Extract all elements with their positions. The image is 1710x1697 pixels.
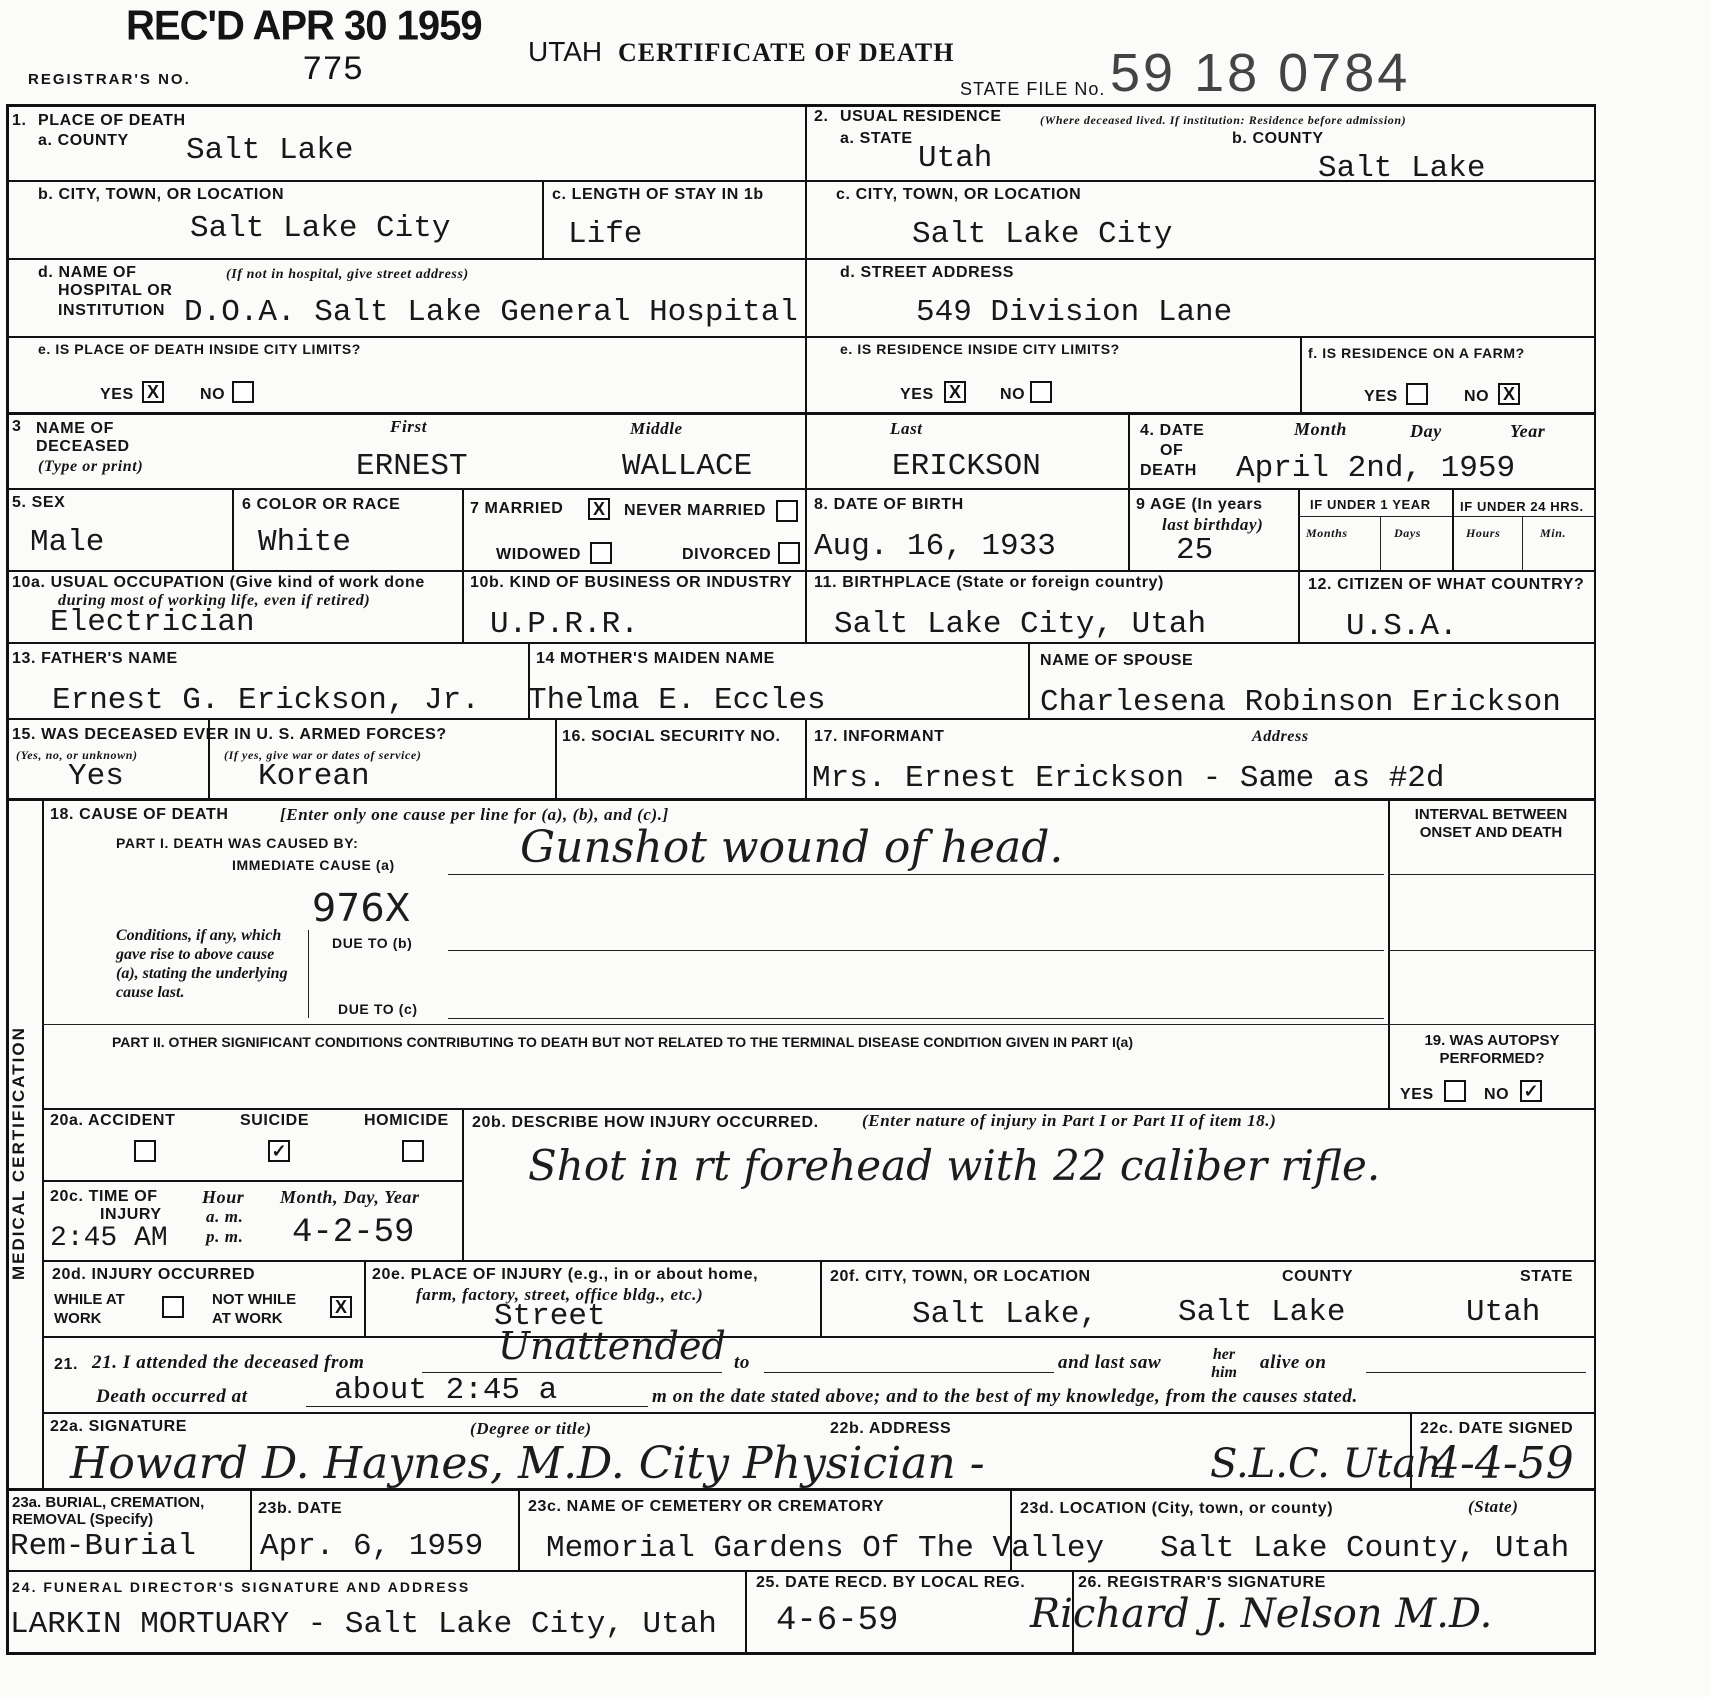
burial-location-label: 23d. LOCATION (City, town, or county) — [1020, 1500, 1334, 1517]
death-occurred-label: Death occurred at — [96, 1386, 248, 1407]
title-main: CERTIFICATE OF DEATH — [618, 38, 955, 67]
injury-city: Salt Lake, — [912, 1297, 1099, 1332]
place-of-injury-label: 20e. PLACE OF INJURY (e.g., in or about home, — [372, 1266, 759, 1283]
burial-date-label: 23b. DATE — [258, 1500, 343, 1517]
length-of-stay-label: c. LENGTH OF STAY IN 1b — [552, 186, 764, 203]
father-name: Ernest G. Erickson, Jr. — [52, 683, 480, 718]
column-divider — [1388, 798, 1390, 1108]
city-label: b. CITY, TOWN, OR LOCATION — [38, 186, 285, 203]
no-label: NO — [200, 386, 226, 403]
date-signed-label: 22c. DATE SIGNED — [1420, 1420, 1574, 1437]
widowed-label: WIDOWED — [496, 546, 582, 563]
signature-label: 22a. SIGNATURE — [50, 1418, 188, 1435]
last-saw-label: and last saw — [1058, 1352, 1162, 1373]
column-divider — [555, 718, 557, 798]
row-line — [42, 1180, 464, 1182]
street-address-label: d. STREET ADDRESS — [840, 264, 1015, 281]
death-occurred-tail: m on the date stated above; and to the best of my knowledge, from the causes stated. — [652, 1386, 1358, 1407]
date-of-death-label-2: OF — [1160, 442, 1184, 459]
registrar-signature: Richard J. Nelson M.D. — [1030, 1591, 1493, 1637]
row-line — [1388, 874, 1594, 875]
signer-address-label: 22b. ADDRESS — [830, 1420, 952, 1437]
how-injury: Shot in rt forehead with 22 caliber rifle. — [528, 1141, 1381, 1190]
autopsy-no-checkbox[interactable]: ✓ — [1520, 1080, 1542, 1102]
column-divider — [1128, 412, 1130, 488]
hospital-label-2: HOSPITAL OR — [58, 282, 173, 299]
row-line — [6, 570, 1596, 572]
state-file-number: 59 18 0784 — [1110, 43, 1411, 103]
injury-state-label: STATE — [1520, 1268, 1574, 1285]
state-file-label: STATE FILE No. — [960, 79, 1106, 99]
place-of-death-county: Salt Lake — [186, 133, 354, 168]
how-injury-label: 20b. DESCRIBE HOW INJURY OCCURRED. — [472, 1114, 819, 1131]
column-divider — [1380, 516, 1381, 570]
column-divider — [232, 488, 234, 570]
date-of-injury: 4-2-59 — [292, 1214, 415, 1252]
to-label: to — [734, 1352, 750, 1373]
never-married-label: NEVER MARRIED — [624, 502, 767, 519]
occupation-label-2: during most of working life, even if retired) — [58, 592, 371, 609]
injury-county-label: COUNTY — [1282, 1268, 1354, 1285]
received-stamp: REC'D APR 30 1959 — [126, 2, 482, 50]
alive-on-line — [1366, 1372, 1586, 1373]
burial-location: Salt Lake County, Utah — [1160, 1531, 1570, 1566]
no-label: NO — [1464, 388, 1490, 405]
cause-of-death-hint: [Enter only one cause per line for (a), (b), and (c).] — [280, 805, 669, 824]
cemetery-name: Memorial Gardens Of The Valley — [546, 1531, 1105, 1566]
date-signed: 4-4-59 — [1432, 1438, 1574, 1489]
row-line — [6, 1570, 1596, 1572]
sex: Male — [30, 525, 105, 560]
name-label-2: DECEASED — [36, 438, 130, 455]
hospital-label-3: INSTITUTION — [58, 302, 166, 319]
date-received: 4-6-59 — [776, 1602, 899, 1640]
place-of-death-label: PLACE OF DEATH — [38, 112, 186, 129]
death-inside-city-no-checkbox[interactable] — [232, 381, 254, 403]
immediate-cause: Gunshot wound of head. — [520, 822, 1064, 873]
column-divider — [805, 104, 807, 488]
under-24-hrs-label: IF UNDER 24 HRS. — [1460, 499, 1584, 514]
place-of-injury-label-2: farm, factory, street, office bldg., etc.) — [416, 1285, 704, 1304]
spouse-label: NAME OF SPOUSE — [1040, 652, 1194, 669]
am-label: a. m. — [206, 1207, 244, 1226]
row-line — [42, 1412, 1594, 1414]
usual-residence-hint: (Where deceased lived. If institution: Residence before admission) — [1040, 113, 1407, 127]
married-label: 7 MARRIED — [470, 500, 564, 517]
hospital-label: d. NAME OF — [38, 264, 137, 281]
funeral-director: LARKIN MORTUARY - Salt Lake City, Utah — [10, 1607, 717, 1642]
row-line — [6, 336, 1596, 338]
occupation-label: 10a. USUAL OCCUPATION (Give kind of work done — [12, 574, 425, 591]
alive-on-label: alive on — [1260, 1352, 1327, 1373]
spouse-name: Charlesena Robinson Erickson — [1040, 685, 1561, 720]
date-of-birth-label: 8. DATE OF BIRTH — [814, 496, 964, 513]
cause-of-death-label: 18. CAUSE OF DEATH — [50, 806, 229, 823]
yes-label: YES — [1364, 388, 1398, 405]
row-line — [42, 1336, 1594, 1338]
injury-state: Utah — [1466, 1295, 1541, 1330]
birthplace: Salt Lake City, Utah — [834, 607, 1207, 642]
name-label: NAME OF — [36, 420, 114, 437]
mother-label: 14 MOTHER'S MAIDEN NAME — [536, 650, 775, 667]
column-divider — [820, 1260, 822, 1336]
residence-farm-no-checkbox[interactable]: X — [1498, 383, 1520, 405]
date-of-birth: Aug. 16, 1933 — [814, 529, 1056, 564]
informant: Mrs. Ernest Erickson - Same as #2d — [812, 761, 1445, 796]
conditions-bracket — [308, 930, 309, 1018]
yes-label: YES — [900, 386, 934, 403]
hours-label: Hours — [1466, 526, 1501, 540]
month-label: Month — [1294, 419, 1348, 439]
county-label: a. COUNTY — [38, 132, 129, 149]
autopsy-yes-label: YES — [1400, 1086, 1434, 1103]
burial-method: Rem-Burial — [10, 1529, 197, 1564]
first-name-label: First — [390, 417, 428, 436]
column-divider — [805, 488, 807, 642]
registrars-no-label: REGISTRAR'S NO. — [28, 71, 191, 88]
months-label: Months — [1306, 526, 1348, 540]
birthplace-label: 11. BIRTHPLACE (State or foreign country) — [814, 574, 1164, 591]
column-divider — [250, 1488, 252, 1570]
age: 25 — [1176, 533, 1214, 568]
registrar-signature-label: 26. REGISTRAR'S SIGNATURE — [1078, 1574, 1326, 1591]
injury-occurred-label: 20d. INJURY OCCURRED — [52, 1266, 256, 1283]
how-injury-hint: (Enter nature of injury in Part I or Part II of item 18.) — [862, 1111, 1277, 1130]
street-address: 549 Division Lane — [916, 295, 1233, 330]
column-divider — [1298, 488, 1300, 642]
under-1-year-label: IF UNDER 1 YEAR — [1310, 497, 1431, 512]
never-married-checkbox[interactable] — [776, 500, 798, 522]
column-divider — [462, 1108, 464, 1260]
not-while-at-work-label: NOT WHILE AT WORK — [212, 1291, 297, 1327]
due-to-b-label: DUE TO (b) — [332, 935, 413, 951]
days-label: Days — [1394, 526, 1422, 540]
time-of-injury-label-2: INJURY — [100, 1206, 162, 1223]
death-inside-city-label: e. IS PLACE OF DEATH INSIDE CITY LIMITS? — [38, 341, 361, 357]
residence-city-label: c. CITY, TOWN, OR LOCATION — [836, 186, 1082, 203]
race-label: 6 COLOR OR RACE — [242, 496, 401, 513]
death-occurred-at: about 2:45 a — [334, 1373, 558, 1408]
column-divider — [462, 488, 464, 642]
row-line — [6, 258, 1596, 260]
day-label: Day — [1410, 421, 1442, 441]
residence-state: Utah — [918, 141, 993, 176]
residence-inside-city-yes-checkbox[interactable]: X — [944, 381, 966, 403]
medical-certification-side-label: MEDICAL CERTIFICATION — [9, 1026, 28, 1280]
item-2-number: 2. — [814, 108, 829, 125]
column-divider — [42, 798, 44, 1488]
time-of-injury: 2:45 AM — [50, 1223, 168, 1254]
attended-label: 21. I attended the deceased from — [92, 1352, 365, 1373]
yes-label: YES — [100, 386, 134, 403]
autopsy-no-label: NO — [1484, 1086, 1510, 1103]
accident-checkbox[interactable] — [134, 1140, 156, 1162]
residence-county-label: b. COUNTY — [1232, 130, 1324, 147]
row-line — [42, 1108, 1594, 1110]
autopsy-yes-checkbox[interactable] — [1444, 1080, 1466, 1102]
length-of-stay: Life — [568, 217, 643, 252]
war-service: Korean — [258, 759, 370, 794]
divorced-label: DIVORCED — [682, 546, 772, 563]
item-3-number: 3 — [12, 418, 22, 435]
while-at-work-checkbox[interactable] — [162, 1296, 184, 1318]
column-divider — [1300, 336, 1302, 412]
column-divider — [1452, 488, 1454, 570]
armed-forces: Yes — [68, 759, 124, 794]
physician-signature: Howard D. Haynes, M.D. City Physician - — [70, 1438, 985, 1489]
due-to-b-line — [448, 950, 1384, 951]
autopsy-label: 19. WAS AUTOPSY PERFORMED? — [1424, 1032, 1560, 1067]
title-state: UTAH — [528, 36, 603, 67]
row-line — [1298, 516, 1594, 517]
interval-label: INTERVAL BETWEEN ONSET AND DEATH — [1414, 806, 1568, 841]
residence-farm-yes-checkbox[interactable] — [1406, 383, 1428, 405]
date-received-label: 25. DATE RECD. BY LOCAL REG. — [756, 1574, 1026, 1591]
residence-state-label: a. STATE — [840, 130, 913, 147]
ssn-label: 16. SOCIAL SECURITY NO. — [562, 728, 781, 745]
place-of-injury: Street — [494, 1299, 606, 1334]
row-line — [6, 488, 1596, 490]
injury-city-label: 20f. CITY, TOWN, OR LOCATION — [830, 1268, 1091, 1285]
registrars-no: 775 — [302, 52, 364, 90]
year-label: Year — [1510, 421, 1546, 441]
row-line — [6, 412, 1596, 415]
item-1-number: 1. — [12, 112, 27, 129]
place-of-death-city: Salt Lake City — [190, 211, 451, 246]
immediate-cause-line — [448, 874, 1384, 875]
occupation: Electrician — [50, 605, 255, 640]
attended-to-line — [764, 1372, 1054, 1373]
last-name-label: Last — [890, 419, 923, 438]
form-bottom-border — [6, 1652, 1596, 1655]
accident-label: 20a. ACCIDENT — [50, 1112, 176, 1129]
due-to-c-line — [448, 1018, 1384, 1019]
cause-code: 976X — [312, 886, 411, 930]
while-at-work-label: WHILE AT WORK — [54, 1291, 125, 1327]
middle-name-label: Middle — [630, 419, 683, 438]
first-name: ERNEST — [356, 449, 468, 484]
injury-county: Salt Lake — [1178, 1295, 1346, 1330]
not-while-at-work-checkbox[interactable]: X — [330, 1296, 352, 1318]
date-of-death-label-3: DEATH — [1140, 462, 1197, 479]
residence-city: Salt Lake City — [912, 217, 1173, 252]
burial-date: Apr. 6, 1959 — [260, 1529, 484, 1564]
informant-label: 17. INFORMANT — [814, 728, 945, 745]
column-divider — [542, 180, 544, 258]
column-divider — [518, 1488, 520, 1570]
part-2-divider — [42, 1024, 1388, 1025]
armed-forces-hint: (Yes, no, or unknown) — [16, 748, 138, 762]
date-of-death-label: 4. DATE — [1140, 422, 1205, 439]
residence-inside-city-label: e. IS RESIDENCE INSIDE CITY LIMITS? — [840, 341, 1120, 357]
name-hint: (Type or print) — [38, 458, 144, 475]
industry-label: 10b. KIND OF BUSINESS OR INDUSTRY — [470, 574, 793, 591]
row-line — [6, 798, 1596, 801]
attended-from: Unattended — [498, 1324, 726, 1368]
row-line — [1388, 1024, 1594, 1025]
homicide-checkbox[interactable] — [402, 1140, 424, 1162]
month-day-year-label: Month, Day, Year — [280, 1187, 420, 1207]
hour-label: Hour — [202, 1187, 245, 1207]
degree-label: (Degree or title) — [470, 1419, 592, 1438]
age-label-2: last birthday) — [1162, 515, 1264, 534]
row-line — [42, 1260, 1594, 1262]
conditions-note: Conditions, if any, which gave rise to above cause (a), stating the underlying cause last. — [116, 927, 288, 1001]
date-of-death: April 2nd, 1959 — [1236, 451, 1516, 486]
column-divider — [364, 1260, 366, 1336]
residence-farm-label: f. IS RESIDENCE ON A FARM? — [1308, 345, 1525, 361]
immediate-cause-label: IMMEDIATE CAUSE (a) — [232, 857, 395, 873]
item-21-number: 21. — [54, 1356, 79, 1373]
death-inside-city-yes-checkbox[interactable]: X — [142, 381, 164, 403]
age-label: 9 AGE (In years — [1136, 496, 1263, 513]
race: White — [258, 525, 352, 560]
burial-method-label: 23a. BURIAL, CREMATION, REMOVAL (Specify) — [12, 1494, 205, 1528]
residence-county: Salt Lake — [1318, 151, 1486, 186]
industry: U.P.R.R. — [490, 607, 639, 642]
column-divider — [805, 718, 807, 798]
column-divider — [1028, 642, 1030, 718]
min-label: Min. — [1540, 526, 1567, 540]
armed-forces-label: 15. WAS DECEASED EVER IN U. S. ARMED FORCES? — [12, 726, 447, 743]
part-1-label: PART I. DEATH WAS CAUSED BY: — [116, 835, 359, 851]
sex-label: 5. SEX — [12, 494, 66, 511]
column-divider — [1522, 516, 1523, 570]
usual-residence-label: USUAL RESIDENCE — [840, 108, 1002, 125]
suicide-label: SUICIDE — [240, 1112, 310, 1129]
due-to-c-label: DUE TO (c) — [338, 1001, 418, 1017]
row-line — [1388, 950, 1594, 951]
her-him-label: her him — [1211, 1346, 1237, 1381]
middle-name: WALLACE — [622, 449, 753, 484]
citizen-label: 12. CITIZEN OF WHAT COUNTRY? — [1308, 576, 1585, 593]
no-label: NO — [1000, 386, 1026, 403]
divorced-checkbox[interactable] — [778, 542, 800, 564]
form-top-border — [6, 104, 1596, 107]
mother-name: Thelma E. Eccles — [528, 683, 826, 718]
column-divider — [1128, 488, 1130, 570]
burial-state-label: (State) — [1468, 1497, 1519, 1516]
suicide-checkbox[interactable]: ✓ — [268, 1140, 290, 1162]
column-divider — [745, 1570, 747, 1652]
hospital-name: D.O.A. Salt Lake General Hospital — [184, 295, 798, 330]
pm-label: p. m. — [206, 1227, 244, 1246]
widowed-checkbox[interactable] — [590, 542, 612, 564]
father-label: 13. FATHER'S NAME — [12, 650, 178, 667]
citizen: U.S.A. — [1346, 609, 1458, 644]
cemetery-label: 23c. NAME OF CEMETERY OR CREMATORY — [528, 1498, 885, 1515]
informant-address-label: Address — [1252, 728, 1309, 745]
married-checkbox[interactable]: X — [588, 498, 610, 520]
hospital-hint: (If not in hospital, give street address) — [226, 267, 469, 282]
war-hint: (If yes, give war or dates of service) — [224, 748, 422, 762]
part-2-label: PART II. OTHER SIGNIFICANT CONDITIONS CONTRIBUTING TO DEATH BUT NOT RELATED TO THE TERMINAL DISEASE CONDITION GIVEN IN PART I(a) — [112, 1034, 1133, 1050]
funeral-director-label: 24. FUNERAL DIRECTOR'S SIGNATURE AND ADDRESS — [12, 1579, 471, 1595]
last-name: ERICKSON — [892, 449, 1041, 484]
signer-address: S.L.C. Utah — [1210, 1441, 1442, 1487]
time-of-injury-label: 20c. TIME OF — [50, 1188, 158, 1205]
homicide-label: HOMICIDE — [364, 1112, 449, 1129]
residence-inside-city-no-checkbox[interactable] — [1030, 381, 1052, 403]
